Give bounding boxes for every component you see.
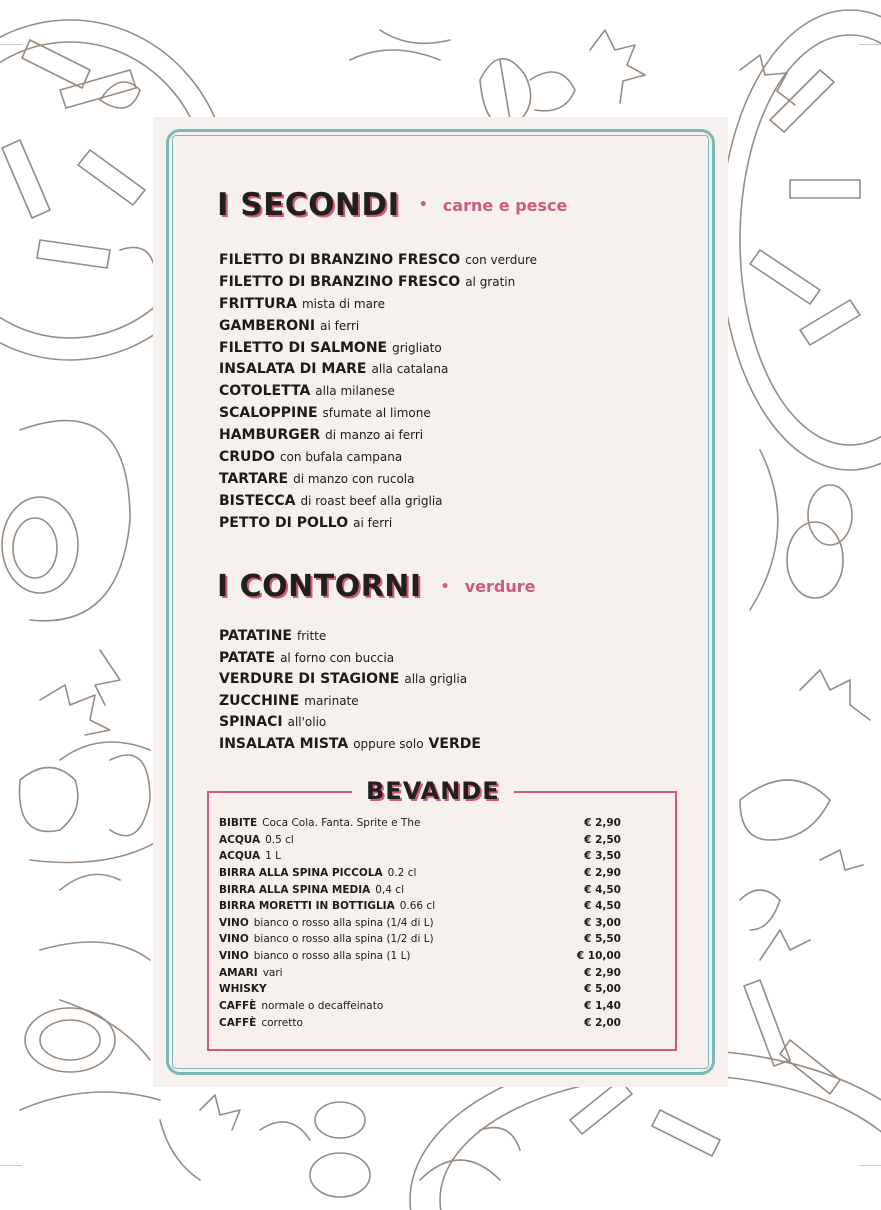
crop-mark xyxy=(859,1165,881,1166)
drink-row xyxy=(219,931,659,948)
drink-name: BIRRA ALLA SPINA PICCOLA xyxy=(219,866,383,879)
menu-item-name: COTOLETTA xyxy=(219,383,311,400)
drink-row xyxy=(219,832,659,849)
bullet-dot: • xyxy=(440,578,450,595)
menu-item xyxy=(219,314,537,336)
drink-name: BIBITE xyxy=(219,817,258,829)
menu-item xyxy=(219,511,537,533)
menu-item-description: al forno con buccia xyxy=(280,650,395,665)
drink-name: BIRRA MORETTI IN BOTTIGLIA xyxy=(219,900,395,913)
menu-item-name: HAMBURGER xyxy=(219,427,321,444)
drink-price: € 2,90 xyxy=(584,866,621,879)
menu-item-name: FILETTO DI BRANZINO FRESCO xyxy=(219,273,461,290)
menu-item xyxy=(219,624,481,646)
crop-mark xyxy=(859,44,881,45)
menu-item-name: SCALOPPINE xyxy=(219,405,318,422)
drink-row xyxy=(219,882,659,899)
drink-description: bianco o rosso alla spina (1/4 di L) xyxy=(253,916,434,929)
drink-price: € 2,90 xyxy=(584,966,621,979)
drink-price: € 2,00 xyxy=(584,1016,621,1029)
drink-name: VINO xyxy=(219,916,249,929)
parsley-sketch xyxy=(40,650,150,760)
contorni-header xyxy=(217,569,535,604)
menu-item-name: FRITTURA xyxy=(219,295,297,312)
menu-item-name: TARTARE xyxy=(219,470,289,487)
menu-item xyxy=(219,357,537,379)
menu-item xyxy=(219,445,537,467)
menu-item-name: PATATE xyxy=(219,649,276,666)
drink-price: € 10,00 xyxy=(576,950,621,963)
drink-price: € 4,50 xyxy=(584,900,621,913)
bullet-dot: • xyxy=(418,197,428,213)
drink-description: 0.5 cl xyxy=(265,833,294,846)
drink-row xyxy=(219,948,659,965)
menu-item-description: al gratin xyxy=(465,274,516,289)
secondi-header xyxy=(217,187,567,223)
drink-name: ACQUA xyxy=(219,833,261,846)
olive-branch-sketch xyxy=(30,840,160,1060)
menu-item-description: fritte xyxy=(296,629,327,643)
drink-row xyxy=(219,898,659,915)
menu-item-name: CRUDO xyxy=(219,449,275,466)
menu-item xyxy=(219,689,481,711)
drink-price: € 5,50 xyxy=(584,933,621,946)
menu-item-name: FILETTO DI SALMONE xyxy=(219,339,388,356)
menu-item-description: marinate xyxy=(304,693,359,708)
drink-name: BIRRA ALLA SPINA MEDIA xyxy=(219,883,371,896)
menu-item-name: INSALATA DI MARE xyxy=(219,361,367,378)
menu-item xyxy=(219,248,537,270)
menu-item-description: sfumate al limone xyxy=(322,406,431,421)
drink-description: bianco o rosso alla spina (1 L) xyxy=(253,950,411,963)
drink-row xyxy=(219,865,659,882)
menu-item xyxy=(219,732,481,754)
bevande-list xyxy=(219,815,659,1031)
drink-description: bianco o rosso alla spina (1/2 di L) xyxy=(253,933,434,946)
drink-price: € 3,00 xyxy=(584,916,621,929)
drink-row xyxy=(219,981,659,998)
menu-item xyxy=(219,667,481,689)
secondi-list xyxy=(219,248,537,533)
drink-name: WHISKY xyxy=(219,983,267,996)
drink-description: corretto xyxy=(261,1016,303,1029)
menu-item-description: di manzo ai ferri xyxy=(325,428,424,443)
menu-item xyxy=(219,710,481,732)
menu-item xyxy=(219,270,537,292)
menu-item-name: FILETTO DI BRANZINO FRESCO xyxy=(219,252,461,268)
bevande-title: BEVANDE xyxy=(352,771,514,811)
secondi-subtitle: carne e pesce xyxy=(442,195,568,215)
menu-item-description: grigliato xyxy=(392,340,442,355)
menu-item-description: alla milanese xyxy=(315,384,395,399)
crop-mark xyxy=(0,1165,22,1166)
contorni-list xyxy=(219,624,481,754)
menu-item xyxy=(219,489,537,511)
drink-description: normale o decaffeinato xyxy=(261,1000,384,1013)
menu-item-extra: VERDE xyxy=(428,735,481,752)
drink-price: € 2,90 xyxy=(584,817,621,829)
drink-name: AMARI xyxy=(219,966,258,979)
drink-price: € 5,00 xyxy=(584,983,621,996)
contorni-title: I CONTORNI xyxy=(217,569,422,604)
menu-item-description: alla griglia xyxy=(404,672,468,687)
drink-name: CAFFÈ xyxy=(219,1000,257,1013)
drink-row xyxy=(219,1015,659,1032)
avocado-sketch xyxy=(2,421,130,621)
bottom-herbs-sketch xyxy=(200,1095,520,1197)
drink-name: ACQUA xyxy=(219,850,261,863)
menu-item-name: SPINACI xyxy=(219,714,283,731)
menu-card xyxy=(153,117,728,1087)
drink-name: VINO xyxy=(219,950,249,963)
menu-item-name: GAMBERONI xyxy=(219,317,316,334)
drink-description: 0.66 cl xyxy=(399,900,436,913)
right-garlic-sketch xyxy=(740,450,870,960)
menu-item-description: con bufala campana xyxy=(279,450,403,465)
drink-row xyxy=(219,998,659,1015)
drink-row xyxy=(219,965,659,982)
menu-item xyxy=(219,379,537,401)
menu-item-description: all'olio xyxy=(287,715,327,730)
menu-item-name: INSALATA MISTA xyxy=(219,735,349,752)
drink-row xyxy=(219,815,659,832)
drink-description: Coca Cola. Fanta. Sprite e The xyxy=(262,817,421,829)
drink-price: € 4,50 xyxy=(584,883,621,896)
menu-item-description: di roast beef alla griglia xyxy=(300,493,443,508)
contorni-subtitle: verdure xyxy=(464,577,536,596)
menu-item-name: PATATINE xyxy=(219,628,292,644)
menu-item xyxy=(219,292,537,314)
drink-name: CAFFÈ xyxy=(219,1016,257,1029)
drink-row xyxy=(219,915,659,932)
menu-item-name: VERDURE DI STAGIONE xyxy=(219,671,400,688)
menu-item xyxy=(219,467,537,489)
drink-name: VINO xyxy=(219,933,249,946)
menu-item xyxy=(219,336,537,358)
drink-price: € 3,50 xyxy=(584,850,621,863)
menu-item-description: ai ferri xyxy=(353,515,393,530)
menu-item-name: BISTECCA xyxy=(219,492,296,509)
drink-price: € 2,50 xyxy=(584,833,621,846)
menu-item-name: ZUCCHINE xyxy=(219,692,300,709)
menu-item-description: oppure solo xyxy=(353,736,424,751)
menu-item-description: mista di mare xyxy=(301,296,385,311)
drink-description: 0.2 cl xyxy=(387,866,417,879)
menu-item-description: ai ferri xyxy=(320,318,360,333)
menu-item-description: con verdure xyxy=(465,253,538,267)
drink-description: vari xyxy=(262,966,283,979)
garlic-sketch xyxy=(350,30,645,127)
menu-item xyxy=(219,401,537,423)
drink-description: 1 L xyxy=(265,850,281,863)
menu-item-description: alla catalana xyxy=(371,362,449,377)
garlic-clove-sketch xyxy=(20,755,151,836)
pasta-plate-sketch-right xyxy=(720,10,881,470)
drink-price: € 1,40 xyxy=(584,1000,621,1013)
crop-mark xyxy=(0,44,22,45)
drink-row xyxy=(219,848,659,865)
drink-description: 0,4 cl xyxy=(375,883,404,896)
secondi-title: I SECONDI xyxy=(217,187,400,223)
menu-item-name: PETTO DI POLLO xyxy=(219,514,349,531)
menu-item-description: di manzo con rucola xyxy=(293,471,415,486)
menu-item xyxy=(219,423,537,445)
menu-item xyxy=(219,646,481,668)
